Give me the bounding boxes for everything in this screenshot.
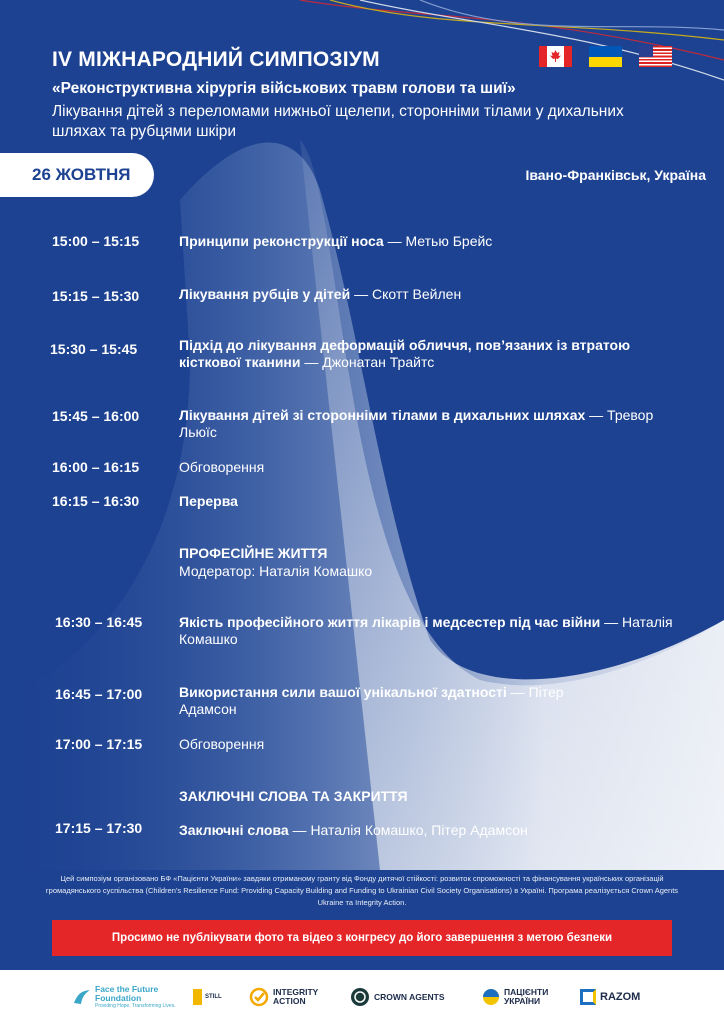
talk-speaker: — Наталія Комашко <box>179 614 673 647</box>
ukraine-flag-icon <box>589 46 622 67</box>
integrity-check-icon <box>249 987 269 1007</box>
schedule-time: 15:30 – 15:45 <box>50 341 138 357</box>
schedule-item <box>179 684 619 718</box>
schedule-time: 17:15 – 17:30 <box>55 820 143 836</box>
talk-speaker: — Тревор Льюїс <box>179 407 654 440</box>
face-the-future-icon <box>72 987 92 1007</box>
patients-ukraine-logo: ПАЦІЄНТИ УКРАЇНИ <box>482 984 548 1010</box>
event-date: 26 ЖОВТНЯ <box>0 153 154 197</box>
schedule-time: 15:15 – 15:30 <box>52 288 140 304</box>
talk-speaker: Обговорення <box>179 736 265 752</box>
section-moderator: Модератор: Наталія Комашко <box>179 563 373 579</box>
partner-logos-bar <box>0 970 724 1024</box>
symposium-subtitle: «Реконструктивна хірургія військових травм голови та шиї» <box>52 80 516 97</box>
still-logo: STILL <box>193 984 222 1010</box>
event-location: Івано-Франківськ, Україна <box>525 167 706 183</box>
talk-title: Лікування рубців у дітей <box>179 286 351 302</box>
canada-flag-icon <box>539 46 572 67</box>
schedule-item <box>179 407 679 441</box>
integrity-action-logo: INTEGRITY ACTION <box>249 984 318 1010</box>
schedule-time: 16:00 – 16:15 <box>52 459 140 475</box>
talk-title: Якість професійного життя лікарів і медсестер під час війни <box>179 614 601 630</box>
face-the-future-logo: Face the Future Foundation Providing Hope. Transforming Lives. <box>72 984 176 1010</box>
schedule-item <box>179 459 689 476</box>
talk-title: Заключні слова <box>179 822 289 838</box>
talk-speaker: — Метью Брейс <box>383 233 493 249</box>
symposium-description: Лікування дітей з переломами нижньої щелепи, сторонніми тілами у дихальних шляхах та рубцями шкіри <box>52 103 624 140</box>
schedule-time: 16:15 – 16:30 <box>52 493 140 509</box>
crown-agents-icon <box>350 987 370 1007</box>
usa-flag-icon <box>639 46 672 67</box>
talk-speaker: Обговорення <box>179 459 265 475</box>
still-icon <box>193 989 202 1005</box>
schedule-time: 15:00 – 15:15 <box>52 233 140 249</box>
talk-title: Принципи реконструкції носа <box>179 233 384 249</box>
talk-title: Підхід до лікування деформацій обличчя, пов’язаних із втратою кісткової тканини <box>179 337 631 370</box>
talk-speaker: — Наталія Комашко, Пітер Адамсон <box>288 822 528 838</box>
talk-title: Лікування дітей зі сторонніми тілами в дихальних шляхах <box>179 407 586 423</box>
funding-footnote: Цей симпозіум організовано БФ «Пацієнти України» завдяки отриманому гранту від Фонду дитячої стійкості: розвиток спроможності та фінансування українських організацій громадянського суспільства (Children’s Resilience Fund: Providing Capacity Building and Funding to Ukrainian Civil Society Organisations) в Україні. Програма реалізується Crown Agents Ukraine та Integrity Action. <box>45 874 679 907</box>
schedule-item <box>179 337 649 371</box>
schedule-item <box>179 286 689 303</box>
talk-title: Використання сили вашої унікальної здатності <box>179 684 507 700</box>
talk-title: Перерва <box>179 493 238 509</box>
schedule-time: 16:45 – 17:00 <box>55 686 143 702</box>
talk-speaker: — Джонатан Трайтс <box>300 354 435 370</box>
schedule-item <box>179 233 689 250</box>
talk-speaker: — Скотт Вейлен <box>350 286 462 302</box>
crown-agents-logo: CROWN AGENTS <box>350 984 445 1010</box>
security-notice: Просимо не публікувати фото та відео з конгресу до його завершення з метою безпеки <box>52 920 672 956</box>
schedule-item <box>179 493 689 510</box>
talk-speaker: — Пітер Адамсон <box>179 684 564 717</box>
patients-ukraine-icon <box>482 988 500 1006</box>
schedule-time: 15:45 – 16:00 <box>52 408 140 424</box>
schedule-item <box>179 822 689 839</box>
section-title-professional: ПРОФЕСІЙНЕ ЖИТТЯ <box>179 545 328 561</box>
schedule-time: 16:30 – 16:45 <box>55 614 143 630</box>
section-title-closing: ЗАКЛЮЧНІ СЛОВА ТА ЗАКРИТТЯ <box>179 788 408 804</box>
razom-icon <box>580 989 596 1005</box>
schedule-item <box>179 614 689 648</box>
schedule-item <box>179 736 689 753</box>
schedule-time: 17:00 – 17:15 <box>55 736 143 752</box>
razom-logo: RAZOM <box>580 984 640 1010</box>
symposium-title: IV МІЖНАРОДНИЙ СИМПОЗІУМ <box>52 48 380 71</box>
